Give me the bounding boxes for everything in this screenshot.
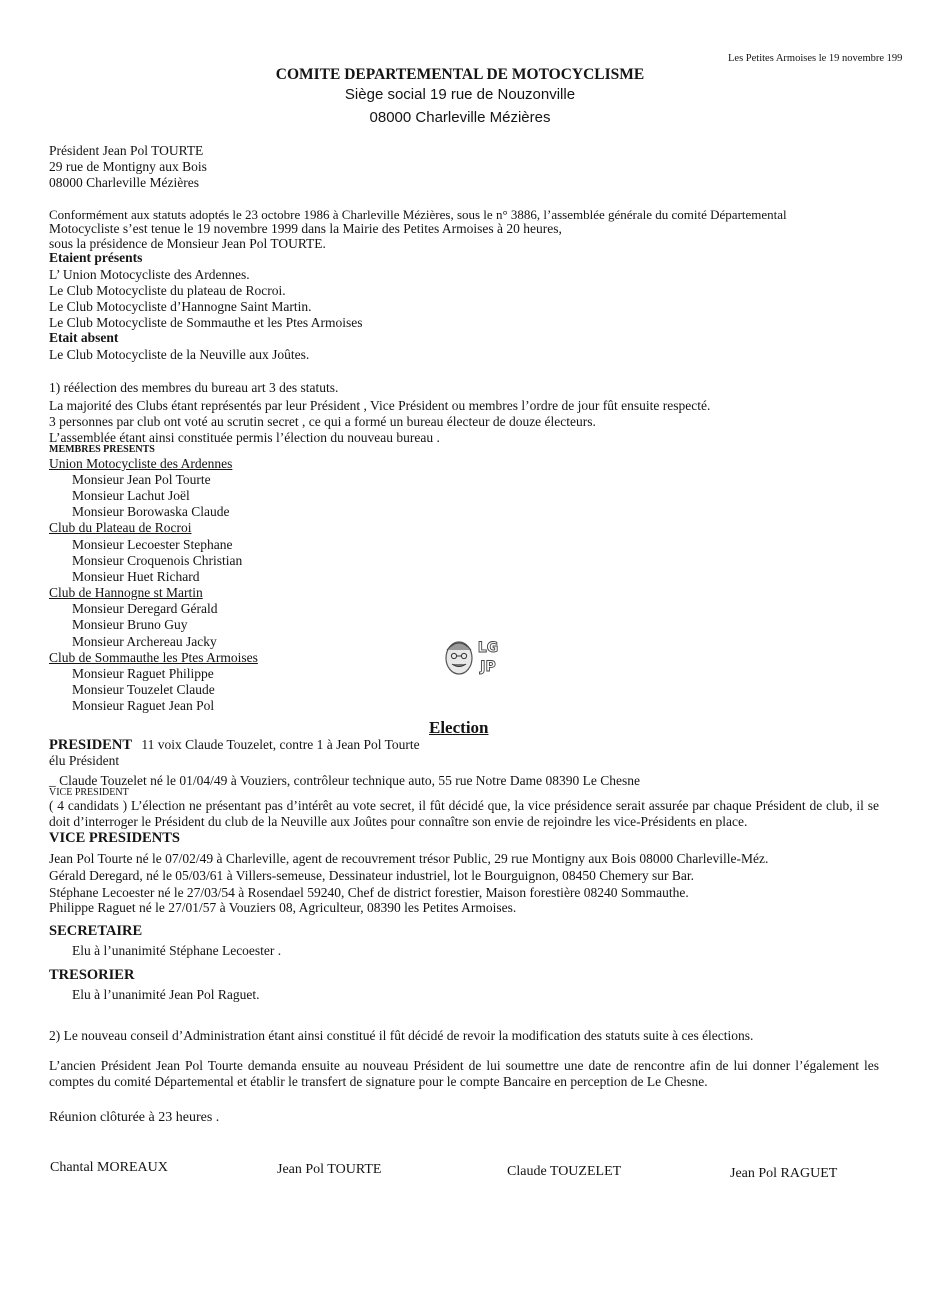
secretaire-text: Elu à l’unanimité Stéphane Lecoester . xyxy=(72,943,282,958)
president-label: PRESIDENT xyxy=(49,737,132,753)
club-name: Club de Hannogne st Martin xyxy=(49,585,203,600)
section1-line-3: 3 personnes par club ont voté au scrutin secret , ce qui a formé un bureau électeur de douze électeurs. xyxy=(49,414,596,429)
absent-item: Le Club Motocycliste de la Neuville aux Joûtes. xyxy=(49,347,310,362)
club-name: Union Motocycliste des Ardennes xyxy=(49,456,233,471)
present-item: Le Club Motocycliste du plateau de Rocroi. xyxy=(49,283,286,298)
club-member: Monsieur Borowaska Claude xyxy=(72,504,230,519)
intro-line-3: sous la présidence de Monsieur Jean Pol TOURTE. xyxy=(49,236,326,251)
club-member: Monsieur Deregard Gérald xyxy=(72,601,218,616)
members-heading: MEMBRES PRESENTS xyxy=(49,444,155,455)
sender-street: 29 rue de Montigny aux Bois xyxy=(49,159,207,174)
elu-president: élu Président xyxy=(49,753,120,768)
vice-president-entry: Philippe Raguet né le 27/01/57 à Vouziers 08, Agriculteur, 08390 les Petites Armoises. xyxy=(49,900,517,915)
absent-heading: Etait absent xyxy=(49,330,119,345)
intro-line-2: Motocycliste s’est tenue le 19 novembre 1999 dans la Mairie des Petites Armoises à 20 heures, xyxy=(49,221,562,236)
club-member: Monsieur Touzelet Claude xyxy=(72,682,215,697)
club-member: Monsieur Lecoester Stephane xyxy=(72,537,233,552)
presents-heading: Etaient présents xyxy=(49,250,143,265)
section2-line: 2) Le nouveau conseil d’Administration étant ainsi constitué il fût décidé de revoir la modification des statuts suite à ces élections. xyxy=(49,1028,754,1043)
sender-city: 08000 Charleville Mézières xyxy=(49,175,199,190)
vice-president-small-label: VICE PRESIDENT xyxy=(49,787,129,798)
section1-line-1: 1) réélection des membres du bureau art 3 des statuts. xyxy=(49,380,339,395)
club-member: Monsieur Archereau Jacky xyxy=(72,634,217,649)
club-member: Monsieur Raguet Philippe xyxy=(72,666,214,681)
closing-line: Réunion clôturée à 23 heures . xyxy=(49,1110,220,1125)
vice-president-entry: Gérald Deregard, né le 05/03/61 à Villers-semeuse, Dessinateur industriel, lot le Bourguignon, 08450 Chemery sur Bar. xyxy=(49,868,695,883)
secretaire-heading: SECRETAIRE xyxy=(49,923,143,939)
election-heading: Election xyxy=(429,718,489,737)
present-item: Le Club Motocycliste d’Hannogne Saint Martin. xyxy=(49,299,312,314)
address-line-2: 08000 Charleville Mézières xyxy=(369,109,551,126)
svg-text:LG: LG xyxy=(477,640,499,656)
club-member: Monsieur Croquenois Christian xyxy=(72,553,243,568)
present-item: Le Club Motocycliste de Sommauthe et les Ptes Armoises xyxy=(49,315,363,330)
club-member: Monsieur Raguet Jean Pol xyxy=(72,698,215,713)
club-member: Monsieur Lachut Joël xyxy=(72,488,190,503)
signature-name: Chantal MOREAUX xyxy=(50,1160,168,1175)
section1-line-4: L’assemblée étant ainsi constituée permis l’élection du nouveau bureau . xyxy=(49,430,440,445)
signature-name: Jean Pol TOURTE xyxy=(277,1162,382,1177)
tresorier-text: Elu à l’unanimité Jean Pol Raguet. xyxy=(72,987,260,1002)
vice-president-entry: Jean Pol Tourte né le 07/02/49 à Charleville, agent de recouvrement trésor Public, 29 rue Montigny aux Bois 08000 Charleville-Méz. xyxy=(49,851,769,866)
club-member: Monsieur Huet Richard xyxy=(72,569,200,584)
vice-presidents-heading: VICE PRESIDENTS xyxy=(49,830,180,846)
club-member: Monsieur Jean Pol Tourte xyxy=(72,472,211,487)
club-member: Monsieur Bruno Guy xyxy=(72,617,188,632)
president-line xyxy=(49,737,420,753)
signature-name: Jean Pol RAGUET xyxy=(730,1166,838,1181)
signature-name: Claude TOUZELET xyxy=(507,1164,622,1179)
closing-paragraph: L’ancien Président Jean Pol Tourte demanda ensuite au nouveau Président de lui soumettre une date de rencontre afin de lui donner l’également les comptes du comité Départemental et établir le transfert de signature pour le compte Bancaire en perception de Le Chesne. xyxy=(49,1058,879,1089)
president-detail: _ Claude Touzelet né le 01/04/49 à Vouziers, contrôleur technique auto, 55 rue Notre Dame 08390 Le Chesne xyxy=(49,773,641,788)
date-line: Les Petites Armoises le 19 novembre 199 xyxy=(728,53,903,64)
president-votes: 11 voix Claude Touzelet, contre 1 à Jean Pol Tourte xyxy=(141,737,420,752)
vice-paragraph: ( 4 candidats ) L’élection ne présentant pas d’intérêt au vote secret, il fût décidé que, la vice présidence serait assurée par chaque Président de club, il se doit d’interroger le Président du club de la Neuville aux Joûtes pour connaître son envie de rejoindre les vice-Présidents en place. xyxy=(49,798,879,829)
intro-line-1: Conformément aux statuts adoptés le 23 octobre 1986 à Charleville Mézières, sous le n° 3886, l’assemblée générale du comité Départemental xyxy=(49,207,787,222)
face-logo-icon xyxy=(439,634,505,678)
address-line-1: Siège social 19 rue de Nouzonville xyxy=(344,86,576,103)
sender-name: Président Jean Pol TOURTE xyxy=(49,143,204,158)
section1-line-2: La majorité des Clubs étant représentés par leur Président , Vice Président ou membres l’ordre de jour fût ensuite respecté. xyxy=(49,398,711,413)
svg-text:JP: JP xyxy=(480,659,496,675)
tresorier-heading: TRESORIER xyxy=(49,967,135,983)
present-item: L’ Union Motocycliste des Ardennes. xyxy=(49,267,250,282)
club-name: Club de Sommauthe les Ptes Armoises xyxy=(49,650,258,665)
document-title: COMITE DEPARTEMENTAL DE MOTOCYCLISME xyxy=(275,66,645,83)
club-name: Club du Plateau de Rocroi xyxy=(49,520,192,535)
vice-president-entry: Stéphane Lecoester né le 27/03/54 à Rosendael 59240, Chef de district forestier, Maison forestière 08240 Sommauthe. xyxy=(49,885,689,900)
